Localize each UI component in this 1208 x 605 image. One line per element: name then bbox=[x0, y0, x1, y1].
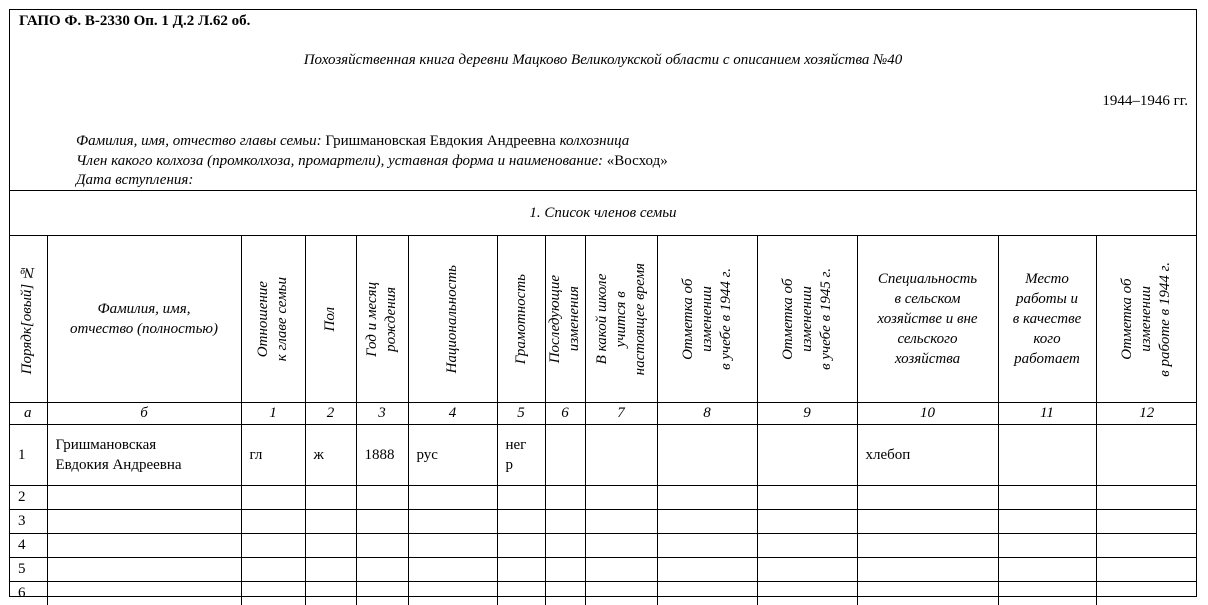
kolkhoz-label: Член какого колхоза (промколхоза, промартели), уставная форма и наименование: bbox=[76, 153, 603, 169]
col-number: 12 bbox=[1096, 403, 1197, 425]
years-range: 1944–1946 гг. bbox=[1102, 93, 1188, 109]
book-title: Похозяйственная книга деревни Мацково Великолукской области с описанием хозяйства №40 bbox=[303, 52, 903, 68]
field-kolkhoz bbox=[76, 153, 668, 170]
empty-cell bbox=[998, 534, 1096, 558]
empty-cell bbox=[857, 486, 998, 510]
col-number: 11 bbox=[998, 403, 1096, 425]
col-number: 8 bbox=[657, 403, 757, 425]
empty-cell bbox=[47, 534, 241, 558]
empty-cell bbox=[545, 510, 585, 534]
empty-cell bbox=[47, 510, 241, 534]
col-header-changes bbox=[545, 236, 585, 403]
entry-label: Дата вступления: bbox=[76, 172, 194, 188]
col-header-label: Национальность bbox=[444, 264, 460, 374]
empty-cell bbox=[857, 558, 998, 582]
document-header bbox=[10, 10, 1196, 191]
empty-cell bbox=[305, 510, 356, 534]
cell-study-1944 bbox=[657, 425, 757, 486]
empty-cell bbox=[657, 582, 757, 605]
empty-cell bbox=[47, 582, 241, 605]
empty-cell bbox=[657, 510, 757, 534]
col-number: 9 bbox=[757, 403, 857, 425]
empty-cell bbox=[657, 486, 757, 510]
cell-birth bbox=[356, 425, 408, 486]
archive-reference: ГАПО Ф. В-2330 Оп. 1 Д.2 Л.62 об. bbox=[19, 13, 251, 29]
col-header-label: В какой школе учится в настоящее время bbox=[593, 262, 648, 376]
col-number: б bbox=[47, 403, 241, 425]
col-header-literacy bbox=[497, 236, 545, 403]
empty-cell bbox=[757, 486, 857, 510]
empty-cell bbox=[356, 582, 408, 605]
row-number-text: 2 bbox=[18, 489, 26, 505]
empty-cell bbox=[241, 534, 305, 558]
cell-text: рус bbox=[416, 447, 438, 463]
col-header-study-1945 bbox=[757, 236, 857, 403]
empty-cell bbox=[585, 486, 657, 510]
empty-cell bbox=[757, 534, 857, 558]
cell-workplace bbox=[998, 425, 1096, 486]
empty-cell bbox=[497, 534, 545, 558]
row-number-text: 6 bbox=[18, 585, 26, 601]
col-header-label: Порядк[овый] № bbox=[19, 263, 36, 375]
empty-cell bbox=[356, 558, 408, 582]
empty-cell bbox=[408, 558, 497, 582]
col-header-birth bbox=[356, 236, 408, 403]
cell-nationality bbox=[408, 425, 497, 486]
empty-cell bbox=[241, 510, 305, 534]
empty-cell bbox=[305, 558, 356, 582]
empty-cell bbox=[241, 486, 305, 510]
row-number bbox=[9, 486, 47, 510]
empty-cell bbox=[408, 510, 497, 534]
empty-cell bbox=[857, 582, 998, 605]
empty-cell bbox=[356, 486, 408, 510]
cell-literacy bbox=[497, 425, 545, 486]
empty-cell bbox=[757, 582, 857, 605]
empty-cell bbox=[857, 510, 998, 534]
col-header-label: Последующие изменения bbox=[547, 274, 582, 364]
col-header-nationality bbox=[408, 236, 497, 403]
empty-cell bbox=[998, 558, 1096, 582]
col-number: 5 bbox=[497, 403, 545, 425]
col-number: 3 bbox=[356, 403, 408, 425]
row-number bbox=[9, 534, 47, 558]
col-header-work-1944 bbox=[1096, 236, 1197, 403]
cell-relation bbox=[241, 425, 305, 486]
empty-cell bbox=[585, 582, 657, 605]
col-number: а bbox=[9, 403, 47, 425]
cell-text: Гришмановская Евдокия Андреевна bbox=[55, 437, 182, 473]
empty-cell bbox=[585, 510, 657, 534]
row-number-text: 4 bbox=[18, 537, 26, 553]
col-header-study-1944 bbox=[657, 236, 757, 403]
empty-cell bbox=[408, 582, 497, 605]
table-row bbox=[9, 558, 1197, 582]
row-number-text: 1 bbox=[18, 446, 26, 463]
empty-cell bbox=[585, 534, 657, 558]
col-header-label: Грамотность bbox=[512, 273, 529, 365]
empty-cell bbox=[657, 534, 757, 558]
column-header-row bbox=[9, 236, 1197, 403]
empty-cell bbox=[497, 582, 545, 605]
col-header-label: Год и месяц рождения bbox=[364, 281, 399, 357]
col-header-label: Отношение к главе семьи bbox=[255, 276, 290, 362]
empty-cell bbox=[657, 558, 757, 582]
head-label: Фамилия, имя, отчество главы семьи: bbox=[76, 133, 322, 149]
head-note: колхозница bbox=[559, 133, 630, 149]
empty-cell bbox=[1096, 558, 1197, 582]
cell-specialty bbox=[857, 425, 998, 486]
empty-cell bbox=[1096, 510, 1197, 534]
cell-name bbox=[47, 425, 241, 486]
head-value: Гришмановская Евдокия Андреевна bbox=[325, 133, 556, 149]
col-header-label: Отметка об изменении в работе в 1944 г. bbox=[1119, 261, 1174, 377]
empty-cell bbox=[408, 486, 497, 510]
col-header-label: Отметка об изменении в учебе в 1944 г. bbox=[679, 268, 734, 370]
empty-cell bbox=[545, 534, 585, 558]
cell-text: ж bbox=[313, 447, 324, 463]
kolkhoz-value: «Восход» bbox=[606, 153, 668, 169]
col-number: 1 bbox=[241, 403, 305, 425]
col-header-label: Специальность в сельском хозяйстве и вне сельского хозяйства bbox=[877, 271, 978, 367]
col-header-workplace bbox=[998, 236, 1096, 403]
empty-cell bbox=[757, 510, 857, 534]
col-header-full-name bbox=[47, 236, 241, 403]
col-number: 2 bbox=[305, 403, 356, 425]
col-header-label: Пол bbox=[322, 306, 338, 332]
empty-cell bbox=[305, 486, 356, 510]
section-title: 1. Список членов семьи bbox=[10, 191, 1196, 236]
empty-cell bbox=[1096, 486, 1197, 510]
col-header-school bbox=[585, 236, 657, 403]
col-header-label: Отметка об изменении в учебе в 1945 г. bbox=[779, 268, 834, 370]
cell-study-1945 bbox=[757, 425, 857, 486]
row-number bbox=[9, 582, 47, 605]
row-number bbox=[9, 510, 47, 534]
col-header-label: Место работы и в качестве кого работает bbox=[1012, 271, 1082, 367]
field-head-of-family bbox=[76, 133, 629, 150]
col-header-label: Фамилия, имя, отчество (полностью) bbox=[70, 301, 218, 337]
cell-school bbox=[585, 425, 657, 486]
empty-cell bbox=[585, 558, 657, 582]
empty-cell bbox=[497, 558, 545, 582]
empty-cell bbox=[857, 534, 998, 558]
cell-text: хлебоп bbox=[865, 447, 911, 463]
empty-cell bbox=[497, 510, 545, 534]
row-number bbox=[9, 425, 47, 486]
empty-cell bbox=[998, 486, 1096, 510]
empty-cell bbox=[1096, 582, 1197, 605]
cell-sex bbox=[305, 425, 356, 486]
family-members-table bbox=[9, 235, 1197, 605]
col-header-sex bbox=[305, 236, 356, 403]
table-row bbox=[9, 425, 1197, 486]
empty-cell bbox=[47, 486, 241, 510]
empty-cell bbox=[241, 582, 305, 605]
empty-cell bbox=[545, 582, 585, 605]
table-row bbox=[9, 510, 1197, 534]
empty-cell bbox=[545, 558, 585, 582]
field-entry-date bbox=[76, 172, 193, 189]
empty-cell bbox=[998, 510, 1096, 534]
col-number: 4 bbox=[408, 403, 497, 425]
col-header-relation bbox=[241, 236, 305, 403]
column-number-row bbox=[9, 403, 1197, 425]
col-number: 10 bbox=[857, 403, 998, 425]
col-number: 7 bbox=[585, 403, 657, 425]
table-row bbox=[9, 534, 1197, 558]
cell-text: гл bbox=[249, 447, 263, 463]
col-number: 6 bbox=[545, 403, 585, 425]
empty-cell bbox=[305, 582, 356, 605]
cell-work-1944 bbox=[1096, 425, 1197, 486]
empty-cell bbox=[47, 558, 241, 582]
empty-cell bbox=[356, 534, 408, 558]
cell-text: 1888 bbox=[364, 447, 395, 463]
row-number bbox=[9, 558, 47, 582]
row-number-text: 5 bbox=[18, 561, 26, 577]
empty-cell bbox=[356, 510, 408, 534]
empty-cell bbox=[545, 486, 585, 510]
empty-cell bbox=[757, 558, 857, 582]
empty-cell bbox=[241, 558, 305, 582]
table-row bbox=[9, 486, 1197, 510]
col-header-order-no bbox=[9, 236, 47, 403]
empty-cell bbox=[998, 582, 1096, 605]
col-header-specialty bbox=[857, 236, 998, 403]
empty-cell bbox=[497, 486, 545, 510]
empty-cell bbox=[408, 534, 497, 558]
row-number-text: 3 bbox=[18, 513, 26, 529]
document-frame bbox=[9, 9, 1197, 601]
table-row bbox=[9, 582, 1197, 605]
empty-cell bbox=[1096, 534, 1197, 558]
cell-changes bbox=[545, 425, 585, 486]
empty-cell bbox=[305, 534, 356, 558]
cell-text: нег р bbox=[505, 437, 527, 473]
